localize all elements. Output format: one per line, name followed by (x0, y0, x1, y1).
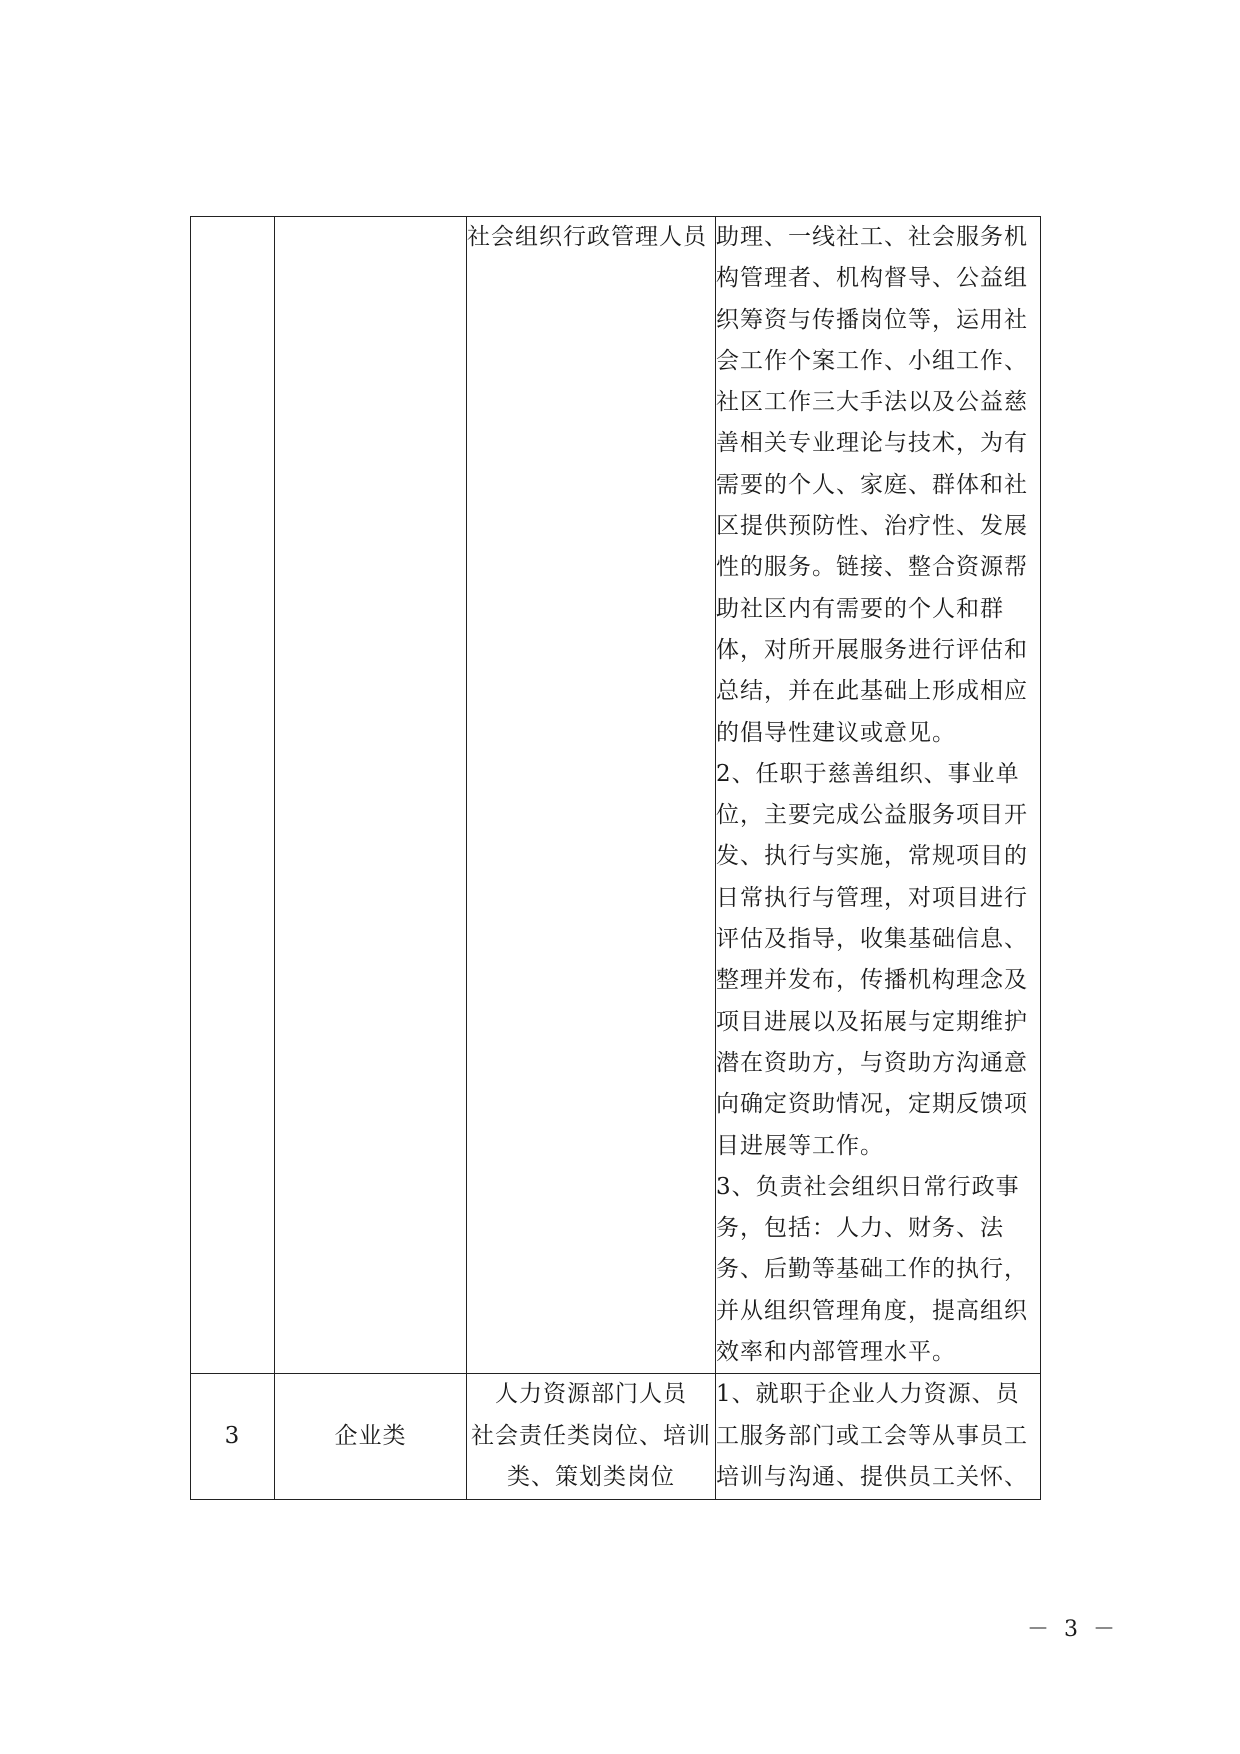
category-cell: 企业类 (275, 1374, 467, 1500)
description-paragraph: 2、任职于慈善组织、事业单位，主要完成公益服务项目开发、执行与实施，常规项目的日常执行与管理，对项目进行评估及指导，收集基础信息、整理并发布，传播机构理念及项目进展以及拓展与定期维护潜在资助方，与资助方沟通意向确定资助情况，定期反馈项目进展等工作。 (716, 760, 1028, 1159)
description-paragraph: 助理、一线社工、社会服务机构管理者、机构督导、公益组织筹资与传播岗位等，运用社会工作个案工作、小组工作、社区工作三大手法以及公益慈善相关专业理论与技术，为有需要的个人、家庭、群体和社区提供预防性、治疗性、发展性的服务。链接、整合资源帮助社区内有需要的个人和群体，对所开展服务进行评估和总结，并在此基础上形成相应的倡导性建议或意见。 (716, 224, 1028, 746)
job-positions-table (190, 216, 1041, 1500)
position-line: 社会责任类岗位、培训 (471, 1422, 711, 1449)
category-cell (275, 217, 467, 1374)
description-cell (716, 1374, 1041, 1500)
description-cell (716, 217, 1041, 1374)
position-line: 人力资源部门人员 (495, 1381, 687, 1408)
position-line: 类、策划类岗位 (507, 1463, 675, 1490)
table-row (191, 217, 1041, 1374)
table-row (191, 1374, 1041, 1500)
description-paragraph: 3、负责社会组织日常行政事务，包括：人力、财务、法务、后勤等基础工作的执行，并从组织管理角度，提高组织效率和内部管理水平。 (716, 1173, 1028, 1366)
page-number: － 3 － (1027, 1617, 1119, 1642)
position-cell: 社会组织行政管理人员 (467, 217, 716, 1374)
index-cell: 3 (191, 1374, 275, 1500)
index-cell (191, 217, 275, 1374)
description-paragraph: 1、就职于企业人力资源、员工服务部门或工会等从事员工培训与沟通、提供员工关怀、 (716, 1381, 1028, 1490)
position-cell (467, 1374, 716, 1500)
